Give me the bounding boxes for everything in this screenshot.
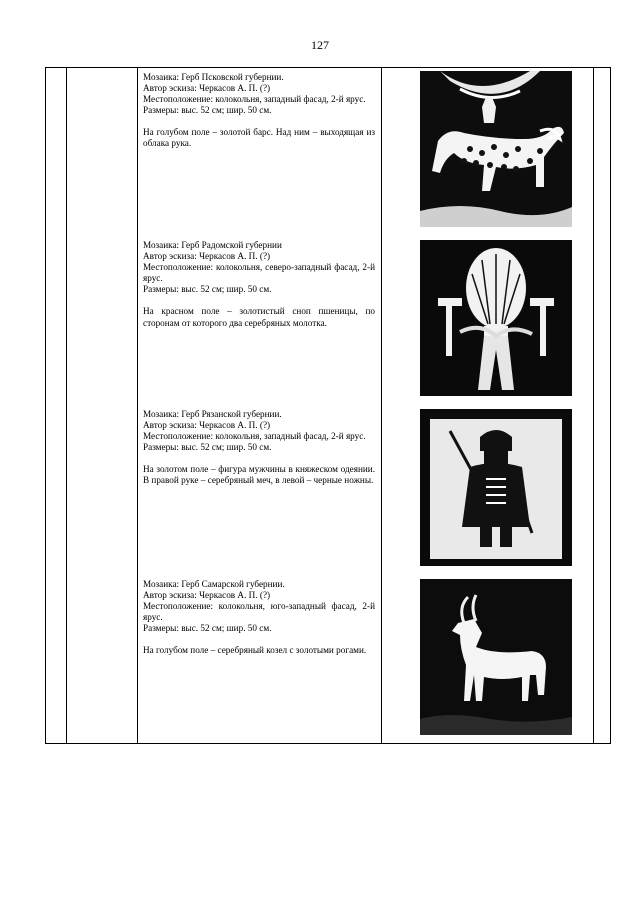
goat-icon (420, 579, 572, 735)
leopard-icon (420, 71, 572, 227)
entry-size: Размеры: выс. 52 см; шир. 50 см. (143, 105, 272, 116)
ryazan-prince-mosaic-image (420, 409, 572, 566)
entry-title: Мозаика: Герб Самарской губернии. (143, 579, 285, 589)
entry-pskov (143, 72, 375, 150)
entry-description: На красном поле – золотистый сноп пшеницы, по сторонам от которого два серебряных молотка. (143, 306, 375, 328)
entry-size: Размеры: выс. 52 см; шир. 50 см. (143, 284, 272, 295)
column-divider (381, 68, 382, 743)
entry-description: На голубом поле – золотой барс. Над ним – выходящая из облака рука. (143, 127, 375, 149)
column-divider (593, 68, 594, 743)
catalog-table (45, 67, 611, 744)
radom-wheat-sheaf-mosaic-image (420, 240, 572, 396)
entry-author: Автор эскиза: Черкасов А. П. (?) (143, 590, 271, 601)
pskov-leopard-mosaic-image (420, 71, 572, 227)
entry-location: Местоположение: колокольня, западный фасад, 2-й ярус. (143, 94, 366, 105)
entry-author: Автор эскиза: Черкасов А. П. (?) (143, 420, 271, 431)
entry-location: Местоположение: колокольня, северо-западный фасад, 2-й ярус. (143, 262, 375, 284)
entry-location: Местоположение: колокольня, юго-западный фасад, 2-й ярус. (143, 601, 375, 623)
entry-size: Размеры: выс. 52 см; шир. 50 см. (143, 623, 272, 634)
entry-title: Мозаика: Герб Рязанской губернии. (143, 409, 282, 419)
entry-title: Мозаика: Герб Псковской губернии. (143, 72, 284, 82)
column-divider (137, 68, 138, 743)
column-divider (66, 68, 67, 743)
entry-author: Автор эскиза: Черкасов А. П. (?) (143, 251, 271, 262)
entry-location: Местоположение: колокольня, западный фасад, 2-й ярус. (143, 431, 366, 442)
entry-description: На голубом поле – серебряный козел с золотыми рогами. (143, 645, 367, 656)
entry-ryazan (143, 409, 375, 487)
entry-radom (143, 240, 375, 329)
entry-title: Мозаика: Герб Радомской губернии (143, 240, 282, 250)
prince-figure-icon (420, 409, 572, 566)
entry-author: Автор эскиза: Черкасов А. П. (?) (143, 83, 271, 94)
entry-samara (143, 579, 375, 657)
wheat-sheaf-icon (420, 240, 572, 396)
entry-description: На золотом поле – фигура мужчины в княжеском одеянии. В правой руке – серебряный меч, в левой – черные ножны. (143, 464, 375, 486)
page-number: 127 (311, 38, 329, 52)
entry-size: Размеры: выс. 52 см; шир. 50 см. (143, 442, 272, 453)
samara-goat-mosaic-image (420, 579, 572, 735)
